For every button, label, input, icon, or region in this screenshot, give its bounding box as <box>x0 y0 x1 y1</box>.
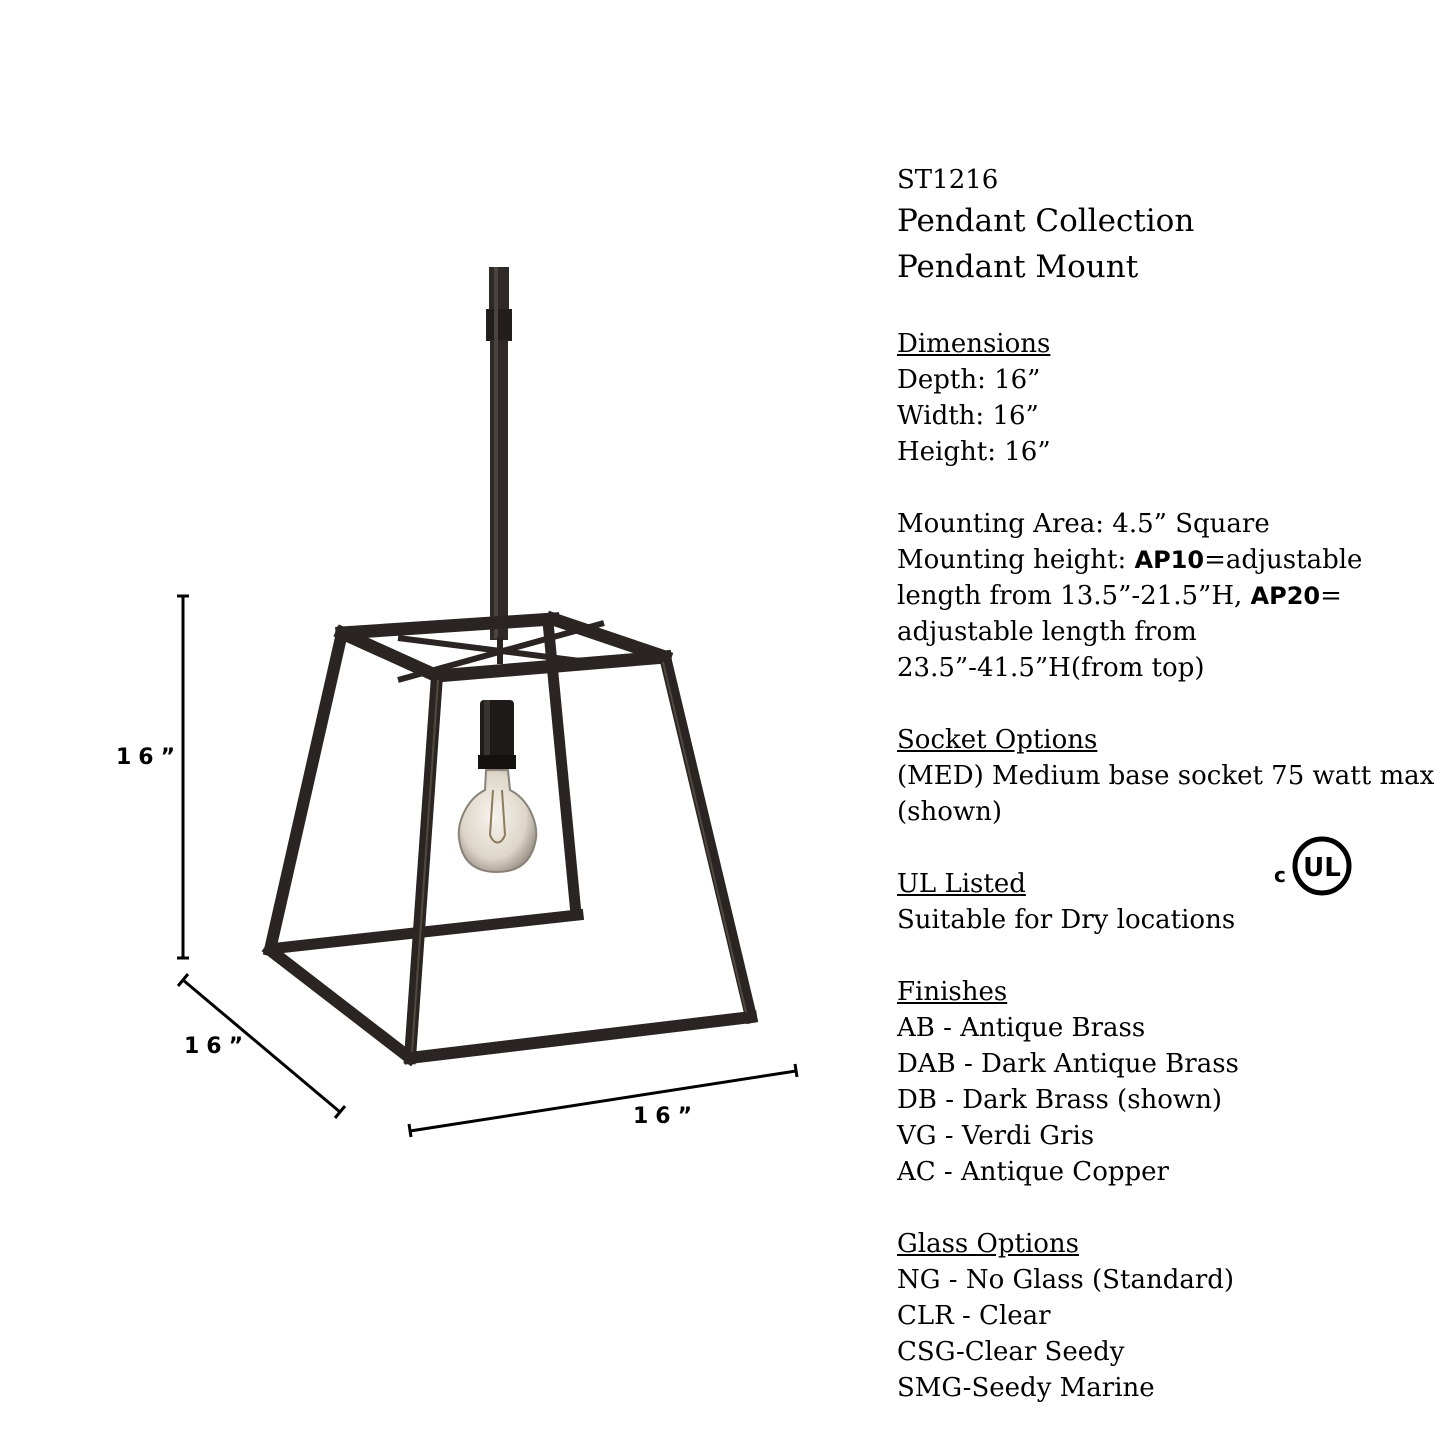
finish-item: VG - Verdi Gris <box>897 1121 1095 1151</box>
finish-item: AC - Antique Copper <box>897 1157 1169 1187</box>
socket-options-heading: Socket Options <box>897 725 1098 755</box>
glass-options-heading: Glass Options <box>897 1229 1079 1259</box>
stem-rod <box>486 267 512 640</box>
glass-item: NG - No Glass (Standard) <box>897 1265 1235 1295</box>
ap20-text: = adjustable length from 23.5”-41.5”H(from top) <box>897 581 1342 683</box>
dimensions-heading: Dimensions <box>897 329 1051 359</box>
finishes-heading: Finishes <box>897 977 1008 1007</box>
mount-type: Pendant Mount <box>897 249 1139 285</box>
height-dimension-label: 16” <box>116 745 183 770</box>
lantern-frame-highlights <box>412 662 746 1052</box>
finish-item: DB - Dark Brass (shown) <box>897 1085 1223 1115</box>
glass-item: CSG-Clear Seedy <box>897 1337 1125 1367</box>
width-dimension-label: 16” <box>633 1104 700 1129</box>
spec-sheet <box>897 162 1437 1406</box>
depth-dimension-label: 16” <box>184 1034 251 1059</box>
ap10-code: AP10 <box>1134 546 1205 574</box>
collection-name: Pendant Collection <box>897 203 1195 239</box>
mounting-area: Mounting Area: 4.5” Square <box>897 509 1270 539</box>
depth-spec: Depth: 16” <box>897 365 1041 395</box>
ul-listed-logo-icon <box>1272 836 1356 898</box>
finish-item: AB - Antique Brass <box>897 1013 1146 1043</box>
finish-item: DAB - Dark Antique Brass <box>897 1049 1239 1079</box>
ul-logo-c: c <box>1274 863 1286 887</box>
ap10-text: =adjustable length from 13.5”-21.5”H, <box>897 545 1363 611</box>
mounting-height-prefix: Mounting height: <box>897 545 1135 575</box>
glass-item: CLR - Clear <box>897 1301 1051 1331</box>
ul-listed-heading: UL Listed <box>897 869 1026 899</box>
socket-option-text: (MED) Medium base socket 75 watt max (shown) <box>897 761 1435 827</box>
mounting-height <box>897 542 1437 686</box>
light-bulb <box>459 700 537 872</box>
ap20-code: AP20 <box>1250 582 1321 610</box>
height-spec: Height: 16” <box>897 437 1051 467</box>
ul-logo-text: UL <box>1303 853 1341 883</box>
width-spec: Width: 16” <box>897 401 1039 431</box>
lantern-frame-top <box>342 619 665 676</box>
model-number: ST1216 <box>897 165 999 195</box>
ul-listed-text: Suitable for Dry locations <box>897 905 1236 935</box>
glass-item: SMG-Seedy Marine <box>897 1373 1155 1403</box>
